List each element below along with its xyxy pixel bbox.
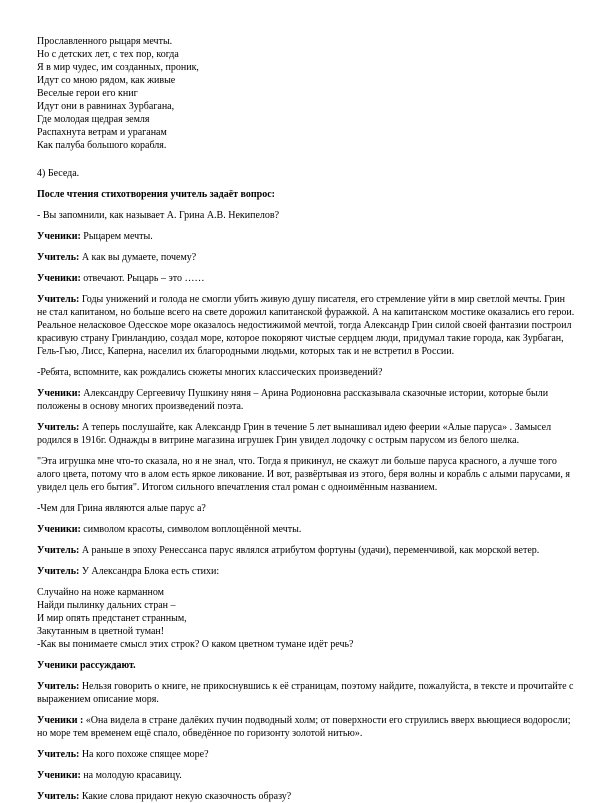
poem-line: Прославленного рыцаря мечты. [37,36,173,47]
speaker-label: Учитель: [37,545,80,556]
dialogue-paragraph [37,680,577,706]
dialogue-paragraph [37,714,577,740]
dialogue-text: отвечают. Рыцарь – это …… [80,273,205,284]
intro-bold-text: После чтения стихотворения учитель задаёт вопрос: [37,189,275,200]
dialogue-paragraph [37,293,577,358]
speaker-label: Ученики: [37,273,81,284]
dialogue-text: Годы унижений и голода не смогли убить живую душу писателя, его стремление уйти в мир светлой мечты. Грин не стал капитаном, но больше всего на свете дорожил капитанской фуражкой. А на капитанском мостике оказались его герои. Реальное нелaсковое Одесское море оказалось недостижимой мечтой, тогда Александр Грин силой своей фантазии построил красивую страну Гринландию, создал море, которое покоряют чистые сердцем люди, придумал такие города, как Зурбаган, Гель-Гью, Лисс, Каперна, населил их благородными людьми, которых так и не встретил в России. [37,294,575,357]
bold-paragraph [37,659,577,672]
dialogue-paragraph [37,251,577,264]
poem-stanza [37,586,577,651]
dialogue-paragraph [37,230,577,243]
speaker-label: Учитель: [37,294,80,305]
speaker-label: Учитель: [37,681,80,692]
dialogue-text: Какие слова придают некую сказочность образу? [79,791,292,802]
poem-stanza [37,35,577,152]
poem-line: Идут они в равнинах Зурбагана, [37,101,175,112]
dialogue-text: Нельзя говорить о книге, не прикоснувшись к её страницам, поэтому найдите, пожалуйста, в тексте и прочитайте с выражением описание моря. [37,681,574,705]
speaker-label: Учитель: [37,749,80,760]
dialogue-paragraph [37,769,577,782]
poem-line: Где молодая щедрая земля [37,114,150,125]
question-paragraph: -Ребята, вспомните, как рождались сюжеты многих классических произведений? [37,367,383,378]
poem-line: Как палуба большого корабля. [37,140,167,151]
dialogue-paragraph [37,544,577,557]
speaker-label: Учитель: [37,566,80,577]
poem-line: И мир опять предстанет странным, [37,613,187,624]
speaker-label: Ученики: [37,524,81,535]
speaker-label: Ученики: [37,388,81,399]
poem-line: Но с детских лет, с тех пор, когда [37,49,179,60]
dialogue-text: на молодую красавицу. [80,770,182,781]
speaker-label: Ученики: [37,231,81,242]
speaker-label: Ученики : [37,715,84,726]
poem-line: Я в мир чудес, им созданных, проник, [37,62,199,73]
poem-line: Найди пылинку дальних стран – [37,600,176,611]
document-page [37,35,577,803]
dialogue-text: «Она видела в стране далёких пучин подводный холм; от поверхности его струились вверх вьющиеся водоросли; но море тем временем ещё спало, обведённое по горизонту золотой нитью». [37,715,571,739]
question-paragraph: -Чем для Грина являются алые парус а? [37,503,206,514]
dialogue-text: Рыцарем мечты. [80,231,153,242]
dialogue-paragraph [37,387,577,413]
poem-line: Распахнута ветрам и ураганам [37,127,167,138]
poem-line: -Как вы понимаете смысл этих строк? О каком цветном тумане идёт речь? [37,639,354,650]
dialogue-text: А теперь послушайте, как Александр Грин в течение 5 лет вынашивал идею феерии «Алые паруса» . Замысел родился в 1916г. Однажды в витрине магазина игрушек Грин увидел лодочку с острым парусом из белого шелка. [37,422,552,446]
dialogue-text: Александру Сергеевичу Пушкину няня – Арина Родионовна рассказывала сказочные истории, которые были положены в основу многих произведений поэта. [37,388,549,412]
speaker-label: Учитель: [37,422,80,433]
speaker-label: Ученики: [37,770,81,781]
poem-line: Идут со мною рядом, как живые [37,75,176,86]
dialogue-text: А раньше в эпоху Ренессанса парус являлся атрибутом фортуны (удачи), переменчивой, как морской ветер. [79,545,540,556]
intro-paragraph [37,188,577,201]
quote-paragraph: "Эта игрушка мне что-то сказала, но я не знал, что. Тогда я прикинул, не скажут ли больше паруса красного, а лучше того алого цвета, потому что в алом есть яркое ликование. И вот, развёртывая из этого, беря волны и корабль с алыми парусами, я увидел цель его бытия". Итогом сильного впечатления стал роман с одноимённым названием. [37,456,570,493]
dialogue-paragraph [37,272,577,285]
dialogue-paragraph [37,748,577,761]
poem-line: Случайно на ноже карманном [37,587,164,598]
dialogue-paragraph [37,421,577,447]
dialogue-paragraph [37,523,577,536]
speaker-label: Учитель: [37,252,80,263]
dialogue-paragraph [37,565,577,578]
section-heading: 4) Беседа. [37,168,80,179]
poem-line: Закутанным в цветной туман! [37,626,165,637]
speaker-label: Учитель: [37,791,80,802]
dialogue-text: На кого похоже спящее море? [79,749,209,760]
dialogue-text: А как вы думаете, почему? [79,252,197,263]
bold-text: Ученики рассуждают. [37,660,136,671]
dialogue-text: символом красоты, символом воплощённой мечты. [80,524,302,535]
question-paragraph: - Вы запомнили, как называет А. Грина А.В. Некипелов? [37,210,280,221]
dialogue-text: У Александра Блока есть стихи: [79,566,220,577]
poem-line: Веселые герои его книг [37,88,138,99]
